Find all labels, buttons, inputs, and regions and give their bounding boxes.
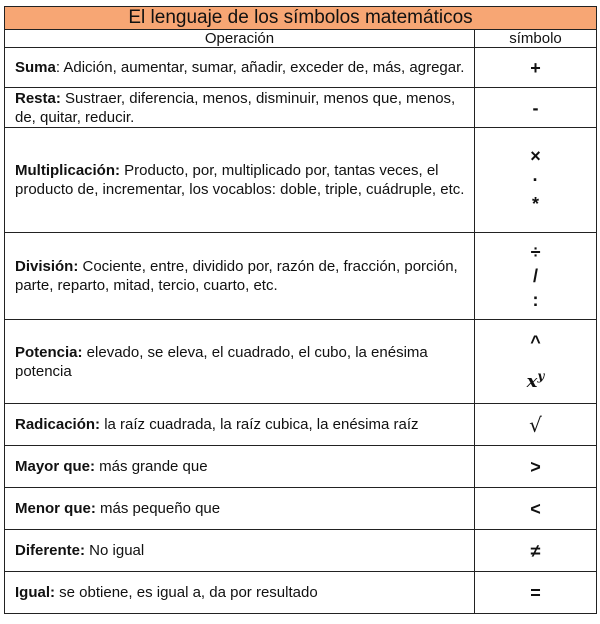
operation-description: : Adición, aumentar, sumar, añadir, exceder de, más, agregar. [55, 59, 465, 76]
minus-symbol: - [532, 97, 539, 118]
equals-symbol: = [530, 582, 541, 603]
operation-cell [5, 446, 475, 488]
colon-symbol: : [532, 290, 539, 310]
operation-description: Cociente, entre, dividido por, razón de, fracción, porción, parte, reparto, mitad, tercio, cuarto, etc. [15, 258, 458, 294]
power-symbol [475, 359, 596, 399]
operation-description: la raíz cuadrada, la raíz cubica, la enésima raíz [100, 416, 419, 433]
greater-than-symbol: > [530, 456, 541, 477]
table-row [5, 48, 597, 88]
operation-term: Mayor que: [15, 458, 96, 475]
table-row [5, 404, 597, 446]
table-row [5, 572, 597, 614]
plus-symbol: + [530, 57, 541, 78]
operation-description: más pequeño que [95, 500, 221, 517]
operation-term: División: [15, 258, 79, 275]
operation-description: elevado, se eleva, el cuadrado, el cubo, la enésima potencia [15, 343, 428, 380]
table-row [5, 446, 597, 488]
symbol-cell [475, 128, 597, 233]
table-row [5, 128, 597, 233]
table-row [5, 233, 597, 320]
symbol-cell [475, 530, 597, 572]
symbol-cell [475, 404, 597, 446]
dot-symbol: · [532, 170, 539, 190]
math-symbols-table [4, 6, 597, 614]
operation-description: se obtiene, es igual a, da por resultado [55, 584, 318, 601]
operation-cell [5, 88, 475, 128]
operation-cell [5, 233, 475, 320]
operation-cell [5, 48, 475, 88]
operation-description: Sustraer, diferencia, menos, disminuir, menos que, menos, de, quitar, reducir. [15, 89, 456, 126]
table-row [5, 88, 597, 128]
table-row [5, 320, 597, 404]
asterisk-symbol: * [532, 194, 540, 214]
division-symbol: ÷ [530, 242, 541, 262]
operation-term: Menor que: [15, 500, 96, 517]
symbol-cell [475, 488, 597, 530]
operation-description: más grande que [95, 458, 208, 475]
less-than-symbol: < [530, 498, 541, 519]
table-row [5, 488, 597, 530]
operation-cell [5, 404, 475, 446]
operation-term: Resta: [15, 89, 61, 107]
operation-cell [5, 488, 475, 530]
times-symbol: × [530, 146, 541, 166]
caret-symbol: ^ [530, 331, 541, 352]
operation-description: Producto, por, multiplicado por, tantas veces, el producto de, incrementar, los vocablos: doble, triple, cuádruple, etc. [15, 162, 465, 198]
operation-description: No igual [85, 542, 145, 559]
operation-cell [5, 320, 475, 404]
sqrt-symbol: √ [529, 412, 542, 437]
power-exponent: y [537, 368, 545, 383]
symbol-cell [475, 572, 597, 614]
table-row [5, 530, 597, 572]
operation-cell [5, 128, 475, 233]
header-operation: Operación [5, 30, 475, 48]
symbol-cell [475, 446, 597, 488]
symbol-cell [475, 233, 597, 320]
power-base: x [526, 370, 538, 392]
table-title: El lenguaje de los símbolos matemáticos [5, 7, 597, 30]
operation-cell [5, 572, 475, 614]
symbol-cell [475, 48, 597, 88]
not-equal-symbol: ≠ [530, 540, 541, 561]
header-symbol: símbolo [475, 30, 597, 48]
symbol-cell [475, 88, 597, 128]
operation-term: Igual: [15, 584, 55, 601]
operation-term: Suma [15, 59, 56, 76]
operation-cell [5, 530, 475, 572]
operation-term: Potencia: [15, 343, 83, 361]
symbol-cell [475, 320, 597, 404]
operation-term: Radicación: [15, 416, 101, 433]
operation-term: Multiplicación: [15, 162, 120, 179]
slash-symbol: / [533, 266, 539, 286]
operation-term: Diferente: [15, 542, 86, 559]
